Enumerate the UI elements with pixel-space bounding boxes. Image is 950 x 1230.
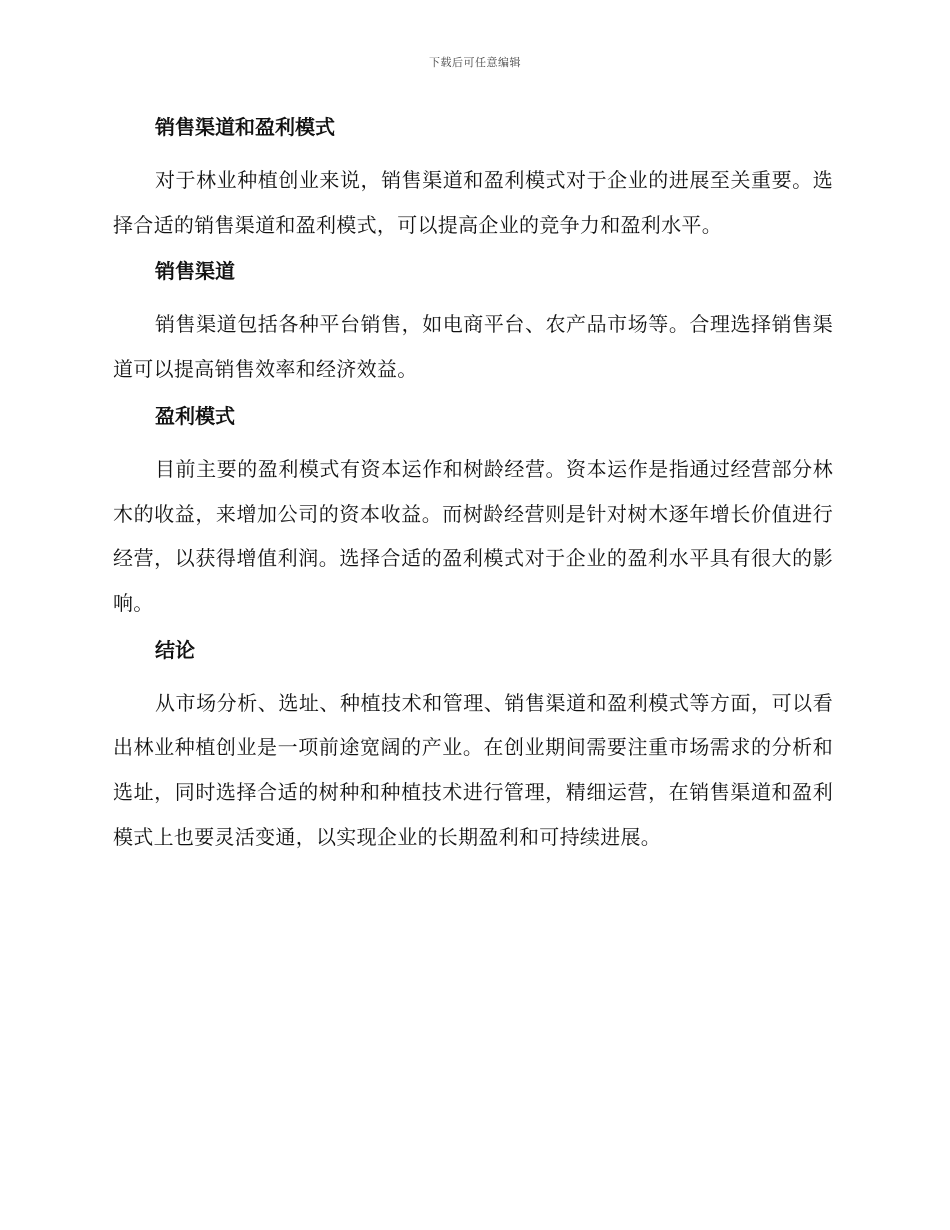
section-paragraph: 目前主要的盈利模式有资本运作和树龄经营。资本运作是指通过经营部分林木的收益，来增加公司的资本收益。而树龄经营则是针对树木逐年增长价值进行经营，以获得增值利润。选择合适的盈利模式对于企业的盈利水平具有很大的影响。 xyxy=(113,456,833,615)
section-conclusion xyxy=(113,635,833,860)
section-sales-and-profit xyxy=(113,112,833,247)
header-note: 下载后可任意编辑 xyxy=(429,56,521,69)
section-paragraph: 对于林业种植创业来说，销售渠道和盈利模式对于企业的进展至关重要。选择合适的销售渠道和盈利模式，可以提高企业的竞争力和盈利水平。 xyxy=(113,168,833,237)
section-paragraph: 销售渠道包括各种平台销售，如电商平台、农产品市场等。合理选择销售渠道可以提高销售效率和经济效益。 xyxy=(113,312,833,382)
section-heading: 盈利模式 xyxy=(155,403,235,428)
section-sales-channels xyxy=(113,256,833,391)
section-heading: 结论 xyxy=(155,637,195,662)
section-paragraph: 从市场分析、选址、种植技术和管理、销售渠道和盈利模式等方面，可以看出林业种植创业是一项前途宽阔的产业。在创业期间需要注重市场需求的分析和选址，同时选择合适的树种和种植技术进行管理，精细运营，在销售渠道和盈利模式上也要灵活变通，以实现企业的长期盈利和可持续进展。 xyxy=(113,690,833,849)
document-body xyxy=(113,112,833,868)
section-heading: 销售渠道 xyxy=(155,259,235,284)
section-heading: 销售渠道和盈利模式 xyxy=(155,115,335,139)
section-profit-models xyxy=(113,401,833,626)
